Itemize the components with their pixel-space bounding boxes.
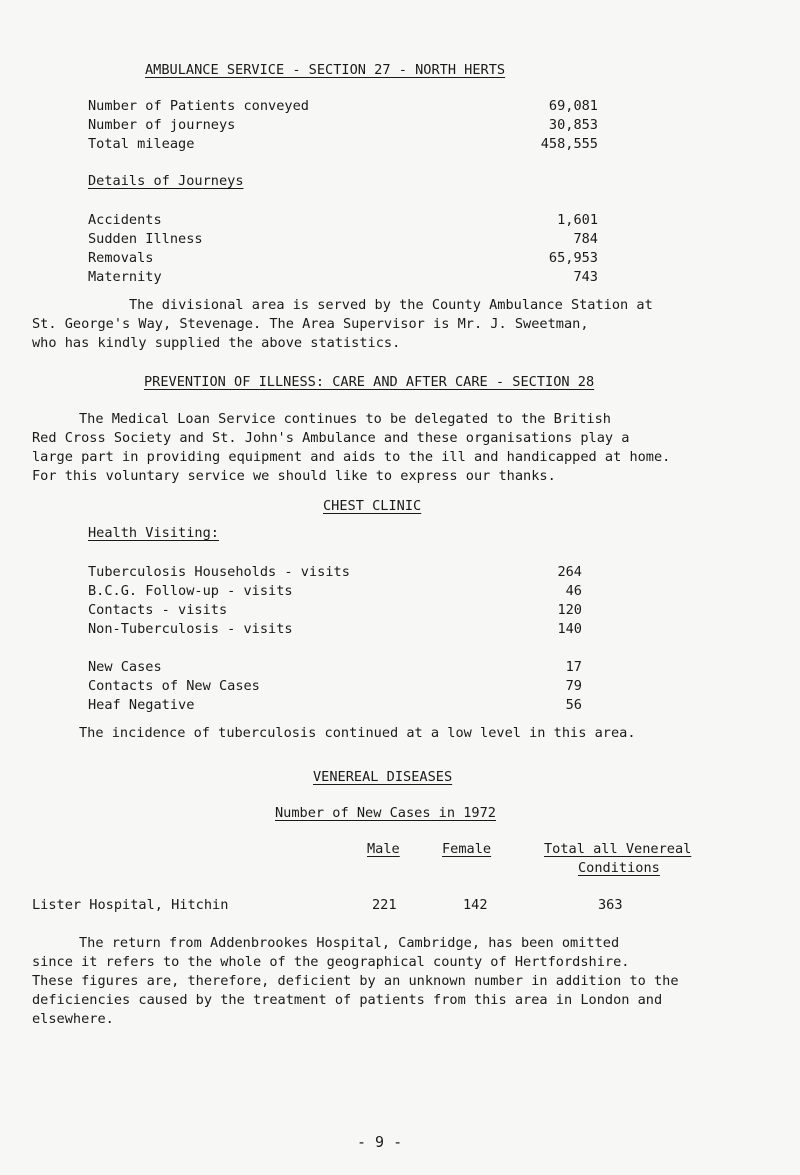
journey-label: Accidents [88,212,162,228]
paragraph-line: elsewhere. [32,1011,114,1027]
totals-value: 30,853 [548,117,598,133]
health-visiting-heading: Health Visiting: [88,525,219,541]
prevention-heading: PREVENTION OF ILLNESS: CARE AND AFTER CARE - SECTION 28 [144,374,595,390]
journey-value: 743 [573,269,598,285]
paragraph-line: The divisional area is served by the County Ambulance Station at [129,297,653,313]
paragraph-line: deficiencies caused by the treatment of patients from this area in London and [32,992,663,1008]
journey-label: Removals [88,250,154,266]
vd-col-male: Male [367,841,400,857]
journey-label: Maternity [88,269,162,285]
case-value: 17 [565,659,582,675]
visit-value: 264 [557,564,582,580]
journey-value: 1,601 [557,212,598,228]
totals-label: Number of journeys [88,117,236,133]
vd-col-female: Female [442,841,492,857]
totals-label: Number of Patients conveyed [88,98,309,114]
totals-value: 69,081 [548,98,598,114]
vd-row-total: 363 [598,897,623,913]
visit-label: Contacts - visits [88,602,228,618]
journeys-heading: Details of Journeys [88,173,244,189]
case-value: 56 [565,697,582,713]
visit-label: B.C.G. Follow-up - visits [88,583,293,599]
case-value: 79 [565,678,582,694]
chest-clinic-heading: CHEST CLINIC [323,498,422,514]
paragraph-line: For this voluntary service we should like to express our thanks. [32,468,556,484]
paragraph-line: Red Cross Society and St. John's Ambulance and these organisations play a [32,430,630,446]
journey-value: 784 [573,231,598,247]
vd-col-total-1: Total all Venereal [544,841,692,857]
journey-value: 65,953 [548,250,598,266]
visit-label: Tuberculosis Households - visits [88,564,350,580]
paragraph-line: who has kindly supplied the above statistics. [32,335,401,351]
vd-row-female: 142 [463,897,488,913]
vd-col-total-2: Conditions [578,860,660,876]
venereal-heading: VENEREAL DISEASES [313,769,453,785]
totals-label: Total mileage [88,136,195,152]
paragraph-line: St. George's Way, Stevenage. The Area Supervisor is Mr. J. Sweetman, [32,316,589,332]
visit-value: 46 [565,583,582,599]
paragraph-line: The return from Addenbrookes Hospital, Cambridge, has been omitted [79,935,620,951]
visit-value: 140 [557,621,582,637]
paragraph-line: These figures are, therefore, deficient by an unknown number in addition to the [32,973,679,989]
visit-label: Non-Tuberculosis - visits [88,621,293,637]
journey-label: Sudden Illness [88,231,203,247]
vd-row-male: 221 [372,897,397,913]
vd-row-label: Lister Hospital, Hitchin [32,897,229,913]
paragraph-line: The Medical Loan Service continues to be delegated to the British [79,411,611,427]
case-label: Heaf Negative [88,697,195,713]
totals-value: 458,555 [540,136,598,152]
paragraph-line: large part in providing equipment and aids to the ill and handicapped at home. [32,449,671,465]
case-label: Contacts of New Cases [88,678,260,694]
tb-paragraph: The incidence of tuberculosis continued at a low level in this area. [79,725,636,741]
paragraph-line: since it refers to the whole of the geographical county of Hertfordshire. [32,954,630,970]
visit-value: 120 [557,602,582,618]
page-heading: AMBULANCE SERVICE - SECTION 27 - NORTH HERTS [145,62,506,78]
page-number: - 9 - [357,1133,403,1151]
case-label: New Cases [88,659,162,675]
venereal-subheading: Number of New Cases in 1972 [275,805,496,821]
